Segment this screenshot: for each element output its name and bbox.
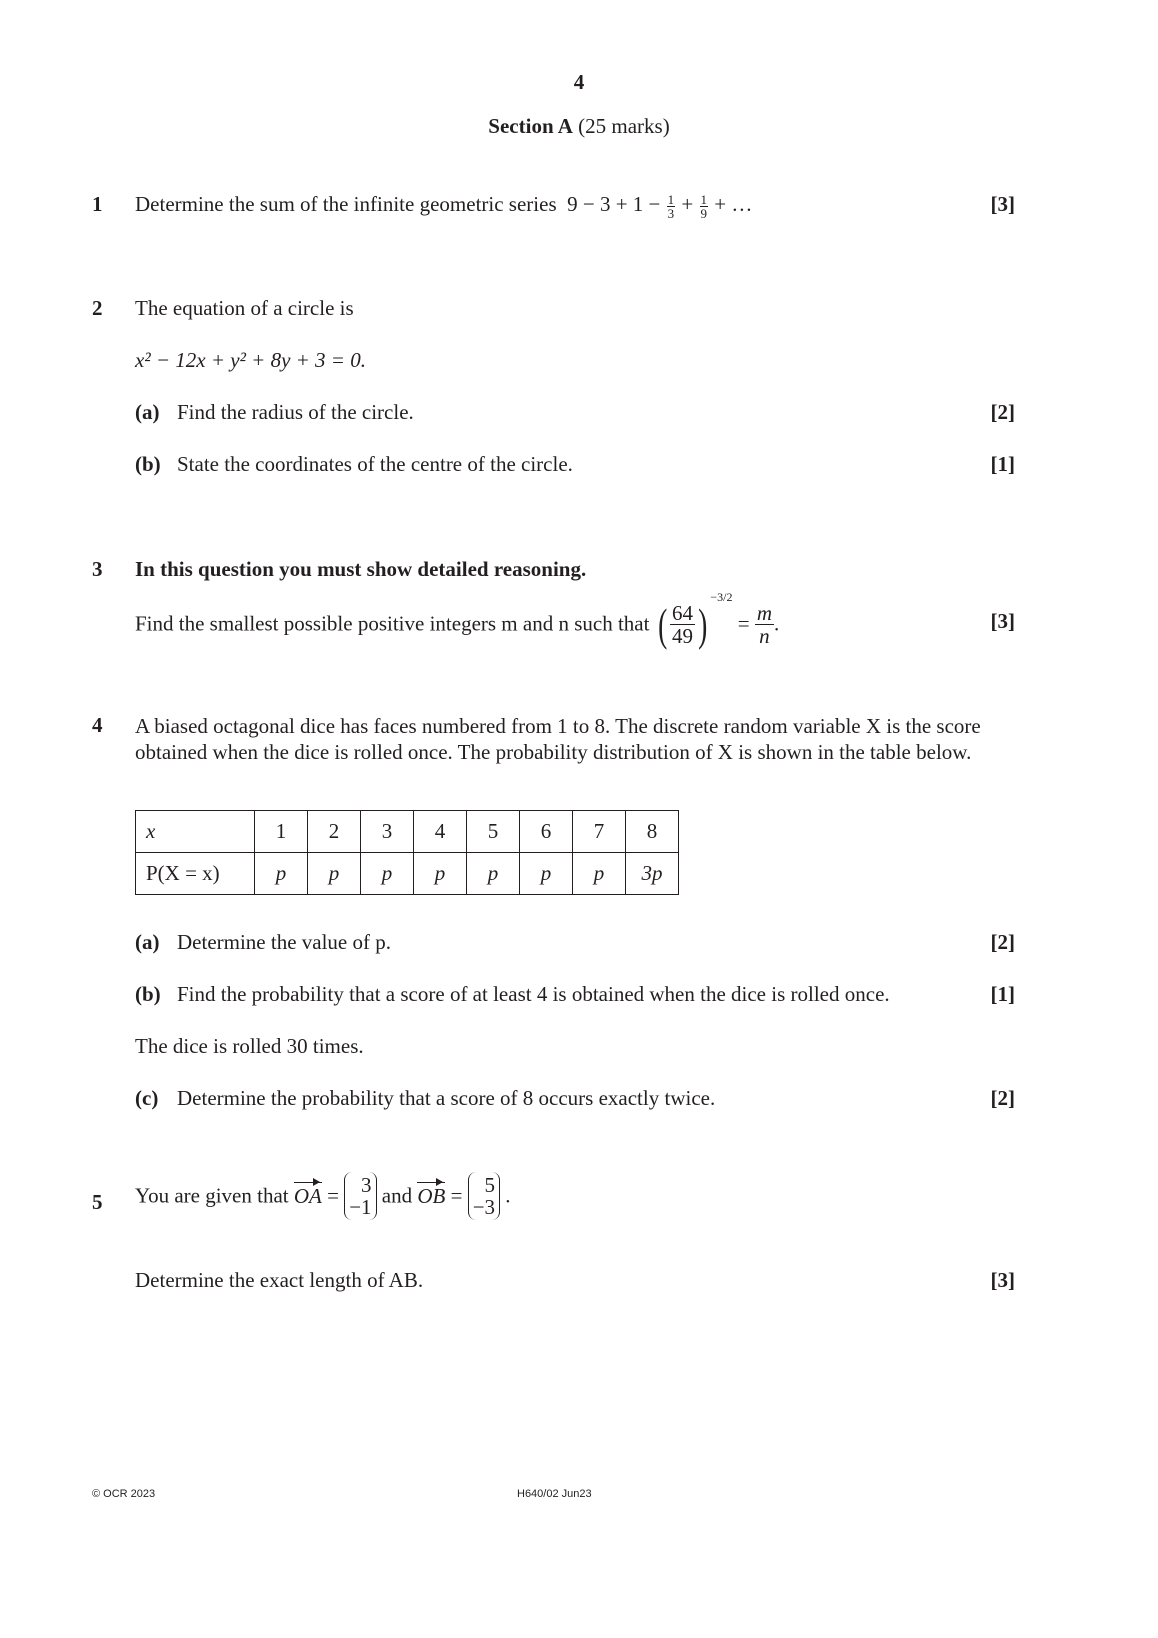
section-title: Section A (488, 114, 573, 138)
question-1-text: Determine the sum of the infinite geometric series 9 − 3 + 1 − $\frac{1}{3}$ + $\frac{1}{9}$ + … (135, 191, 753, 221)
marks: [3] (990, 1268, 1015, 1292)
marks: [2] (990, 1086, 1015, 1110)
fraction: $\frac{1}{9}$ (700, 191, 707, 221)
section-heading (0, 114, 1158, 139)
question-number: 3 (92, 557, 103, 581)
section-marks: (25 marks) (578, 114, 670, 138)
marks: [3] (990, 192, 1015, 216)
series: 9 − 3 + 1 − (567, 192, 661, 216)
part-2a: (a) Find the radius of the circle. (135, 400, 414, 424)
page-number: 4 (573, 70, 585, 94)
question-number: 1 (92, 192, 103, 216)
vector-oa-column: 3 −1 (344, 1172, 376, 1220)
question-number: 5 (92, 1190, 103, 1214)
question-2-text: The equation of a circle is (135, 296, 354, 320)
probability-table (135, 810, 679, 895)
marks: [2] (990, 930, 1015, 954)
part-4b: (b) Find the probability that a score of at least 4 is obtained when the dice is rolled once. (135, 982, 890, 1006)
q1-text: Determine the sum of the infinite geometric series (135, 192, 557, 216)
vector-ob: OB (417, 1183, 446, 1208)
marks: [1] (990, 452, 1015, 476)
vector-oa: OA (293, 1183, 322, 1208)
question-5-task: Determine the exact length of AB. (135, 1268, 424, 1292)
marks: [2] (990, 400, 1015, 424)
question-number: 2 (92, 296, 103, 320)
question-4-stem: The dice is rolled 30 times. (135, 1034, 364, 1058)
table-row: x 1 2 3 4 5 6 7 8 (136, 811, 679, 853)
circle-equation: x² − 12x + y² + 8y + 3 = 0. (135, 348, 366, 372)
question-5-text: You are given that OA = 3 −1 and OB = 5 −3 . (135, 1173, 511, 1219)
question-3-text: Find the smallest possible positive integers m and n such that ( $\frac{64}{49}$ )$^{-3/2}$ = $\frac{m}{n}$ . (135, 590, 780, 650)
marks: [1] (990, 982, 1015, 1006)
fraction: $\frac{1}{3}$ (667, 191, 675, 221)
part-4c: (c) Determine the probability that a score of 8 occurs exactly twice. (135, 1086, 716, 1110)
detailed-reasoning-instruction: In this question you must show detailed reasoning. (135, 557, 587, 581)
paper-code: H640/02 Jun23 (517, 1488, 592, 1500)
marks: [3] (990, 609, 1015, 633)
part-4a: (a) Determine the value of p. (135, 930, 391, 954)
copyright: © OCR 2023 (92, 1488, 156, 1500)
question-4-text: A biased octagonal dice has faces numbered from 1 to 8. The discrete random variable X is the score obtained when the dice is rolled once. The probability distribution of X is shown in the table below. (135, 714, 981, 764)
question-number: 4 (92, 713, 103, 737)
vector-ob-column: 5 −3 (468, 1172, 500, 1220)
part-2b: (b) State the coordinates of the centre of the circle. (135, 452, 573, 476)
table-row: P(X = x) p p p p p p p 3p (136, 853, 679, 895)
